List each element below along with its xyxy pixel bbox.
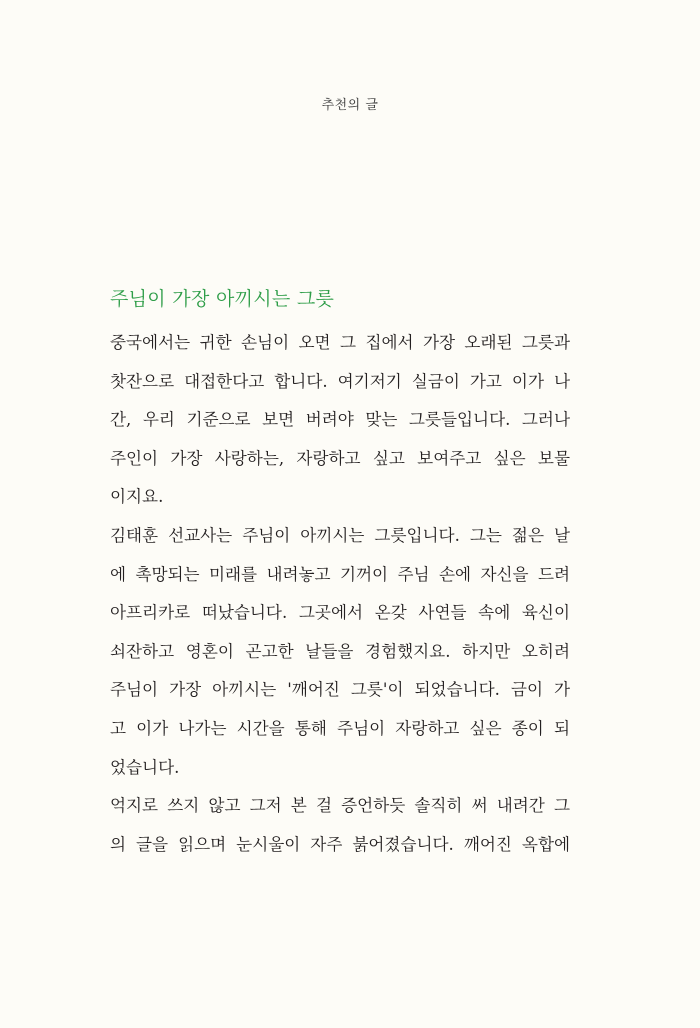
text-line: 주인이 가장 사랑하는, 자랑하고 싶고 보여주고 싶은 보물 [110,448,570,468]
text-line: 찻잔으로 대접한다고 합니다. 여기저기 실금이 가고 이가 나 [110,371,570,391]
text-line: 억지로 쓰지 않고 그저 본 걸 증언하듯 솔직히 써 내려간 그 [110,796,570,816]
text-line: 의 글을 읽으며 눈시울이 자주 붉어졌습니다. 깨어진 옥합에 [110,834,570,854]
text-line: 아프리카로 떠났습니다. 그곳에서 온갖 사연들 속에 육신이 [110,603,570,623]
text-line: 주님이 가장 아끼시는 '깨어진 그릇'이 되었습니다. 금이 가 [110,680,570,700]
text-line: 쇠잔하고 영혼이 곤고한 날들을 경험했지요. 하지만 오히려 [110,641,570,661]
body-text [110,324,570,864]
text-line: 중국에서는 귀한 손님이 오면 그 집에서 가장 오래된 그릇과 [110,333,570,352]
section-title: 주님이 가장 아끼시는 그릇 [110,288,335,310]
text-line: 이지요. [110,487,164,507]
text-line: 에 촉망되는 미래를 내려놓고 기꺼이 주님 손에 자신을 드려 [110,564,570,584]
text-line: 었습니다. [110,757,180,777]
text-line: 김태훈 선교사는 주님이 아끼시는 그릇입니다. 그는 젊은 날 [110,525,570,545]
text-line: 간, 우리 기준으로 보면 버려야 맞는 그릇들입니다. 그러나 [110,410,570,430]
text-line: 고 이가 나가는 시간을 통해 주님이 자랑하고 싶은 종이 되 [110,718,570,738]
running-header: 추천의 글 [321,98,379,113]
